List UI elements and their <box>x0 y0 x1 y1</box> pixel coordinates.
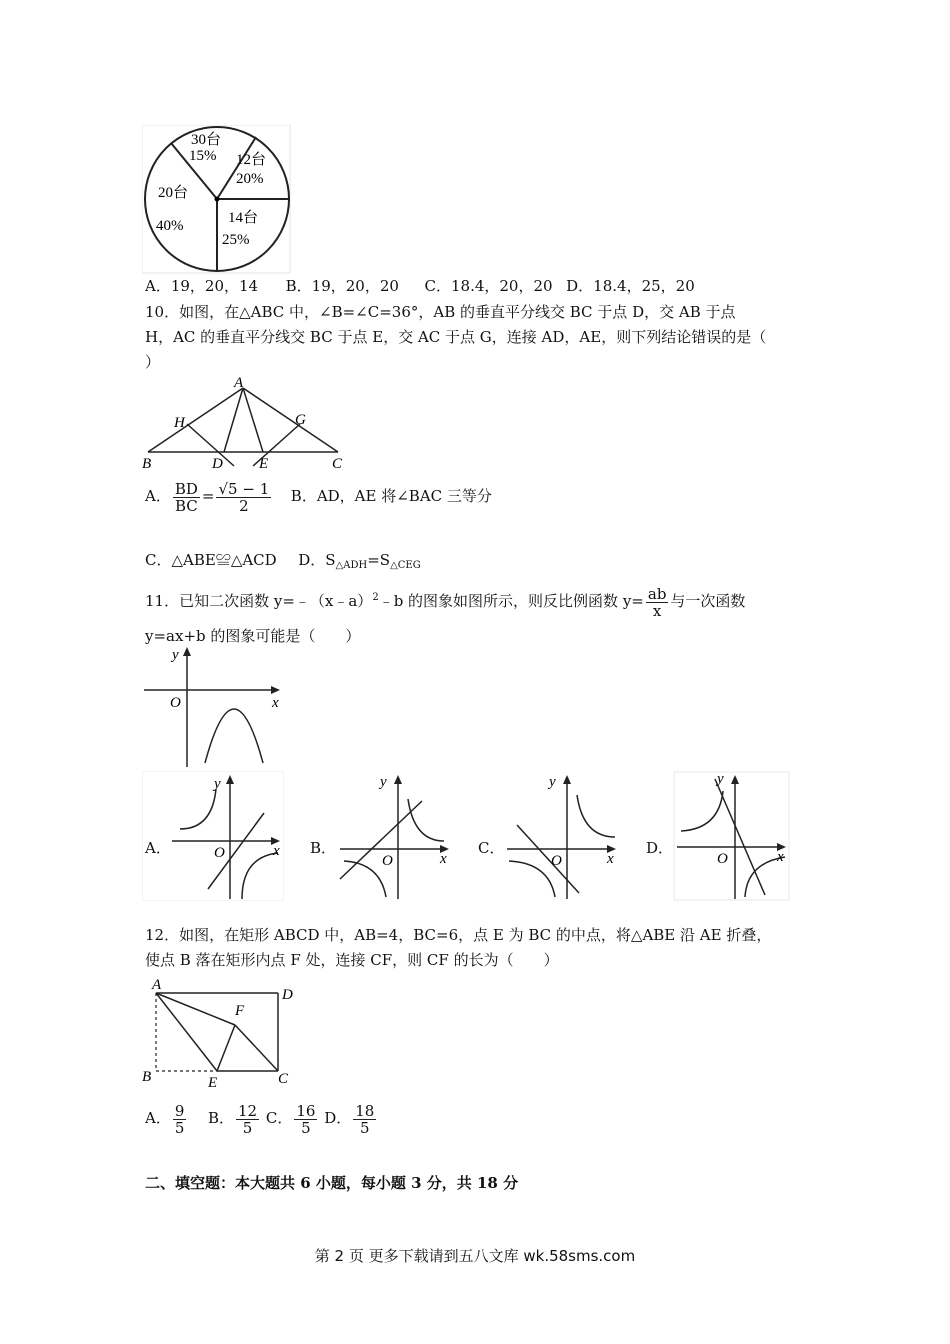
q12-option-d[interactable]: D． $\frac{18}{5}$ <box>324 1101 375 1137</box>
label-f: F <box>235 1003 245 1019</box>
label-h: H <box>174 415 185 431</box>
pie-pct: 15% <box>189 148 217 164</box>
page-footer: 第 2 页 更多下载请到五八文库 wk.58sms.com <box>314 1247 636 1265</box>
axis-x-label: x <box>273 843 280 859</box>
q11-option-a-label[interactable]: A． <box>145 839 171 857</box>
q9-option-c[interactable]: C．18.4，20，20 <box>424 277 553 295</box>
pie-pct: 25% <box>222 232 250 248</box>
pie-label: 14台 <box>228 210 259 226</box>
label-e: E <box>259 456 269 472</box>
q11-parabola-figure <box>142 645 284 770</box>
axis-x-label: x <box>272 695 279 711</box>
q12-options <box>145 1098 378 1138</box>
q10-text-3: ） <box>145 353 161 371</box>
q10-option-b[interactable]: B．AD，AE 将∠BAC 三等分 <box>290 487 492 505</box>
q11-option-d-label[interactable]: D． <box>646 839 674 857</box>
q11-text-1: 11．已知二次函数 y=﹣（x﹣a）$^2$﹣b 的图象如图所示，则反比例函数 y= $\frac{ab}{x}$ 与一次函数 <box>145 584 746 620</box>
pie-label: 12台 <box>236 152 267 168</box>
origin-label: O <box>214 845 225 861</box>
label-a: A <box>152 977 162 993</box>
axis-y-label: y <box>549 774 556 790</box>
q11-option-b-label[interactable]: B． <box>310 839 337 857</box>
origin-label: O <box>551 853 562 869</box>
label-c: C <box>332 456 343 472</box>
q11-option-c-graph[interactable] <box>503 771 623 901</box>
q10-options-ab <box>145 476 492 516</box>
q10-options-cd <box>145 550 421 576</box>
pie-pct: 20% <box>236 171 264 187</box>
q9-option-b[interactable]: B．19，20，20 <box>285 277 399 295</box>
q11-text-2: y=ax+b 的图象可能是（ ） <box>145 627 361 645</box>
axis-x-label: x <box>777 849 784 865</box>
label-b: B <box>142 1069 152 1085</box>
axis-y-label: y <box>717 771 724 787</box>
axis-y-label: y <box>172 647 179 663</box>
q11-option-a-graph[interactable] <box>142 771 284 901</box>
axis-y-label: y <box>214 776 221 792</box>
pie-label: 20台 <box>158 185 189 201</box>
q10-text-1: 10．如图，在△ABC 中，∠B=∠C=36°，AB 的垂直平分线交 BC 于点 D，交 AB 于点 <box>145 303 736 321</box>
axis-x-label: x <box>607 851 614 867</box>
q11-option-c-label[interactable]: C． <box>478 839 505 857</box>
q10-option-a[interactable]: A． $\frac{BD}{BC}$ = $\frac{√5 - 1}{2}$ <box>145 479 270 515</box>
q10-text-2: H，AC 的垂直平分线交 BC 于点 E，交 AC 于点 G，连接 AD，AE，则下列结论错误的是（ <box>145 328 767 346</box>
axis-y-label: y <box>380 774 387 790</box>
label-d: D <box>212 456 223 472</box>
q9-option-d[interactable]: D．18.4，25，20 <box>566 277 695 295</box>
q10-option-d[interactable]: D．$S_{\triangle ADH}=S_{\triangle CEG}$ <box>298 551 421 571</box>
q11-option-d-graph[interactable] <box>673 771 793 901</box>
q12-option-a[interactable]: A． $\frac{9}{5}$ <box>145 1101 185 1137</box>
origin-label: O <box>170 695 181 711</box>
label-g: G <box>295 412 306 428</box>
origin-label: O <box>717 851 728 867</box>
q12-text-1: 12．如图，在矩形 ABCD 中，AB=4，BC=6，点 E 为 BC 的中点，将△ABE 沿 AE 折叠， <box>145 926 772 944</box>
origin-label: O <box>382 853 393 869</box>
section-heading: 二、填空题：本大题共 6 小题，每小题 3 分，共 18 分 <box>145 1174 519 1192</box>
pie-label: 30台 <box>191 132 222 148</box>
q12-text-2: 使点 B 落在矩形内点 F 处，连接 CF，则 CF 的长为（ ） <box>145 951 559 969</box>
q10-triangle-figure <box>142 372 347 472</box>
axis-x-label: x <box>440 851 447 867</box>
pie-pct: 40% <box>156 218 184 234</box>
label-e: E <box>208 1075 218 1090</box>
q9-option-a[interactable]: A．19，20，14 <box>145 277 259 295</box>
q11-option-b-graph[interactable] <box>336 771 456 901</box>
q9-options <box>145 276 695 296</box>
pie-divider <box>217 137 256 199</box>
label-c: C <box>278 1071 289 1087</box>
q10-option-c[interactable]: C．△ABE≌△ACD <box>145 551 277 569</box>
label-b: B <box>142 456 152 472</box>
q12-option-c[interactable]: C． $\frac{16}{5}$ <box>265 1101 316 1137</box>
label-a: A <box>234 375 244 391</box>
q12-rectangle-figure <box>142 975 302 1090</box>
label-d: D <box>282 987 293 1003</box>
pie-chart <box>142 125 292 275</box>
q12-option-b[interactable]: B． $\frac{12}{5}$ <box>207 1101 258 1137</box>
